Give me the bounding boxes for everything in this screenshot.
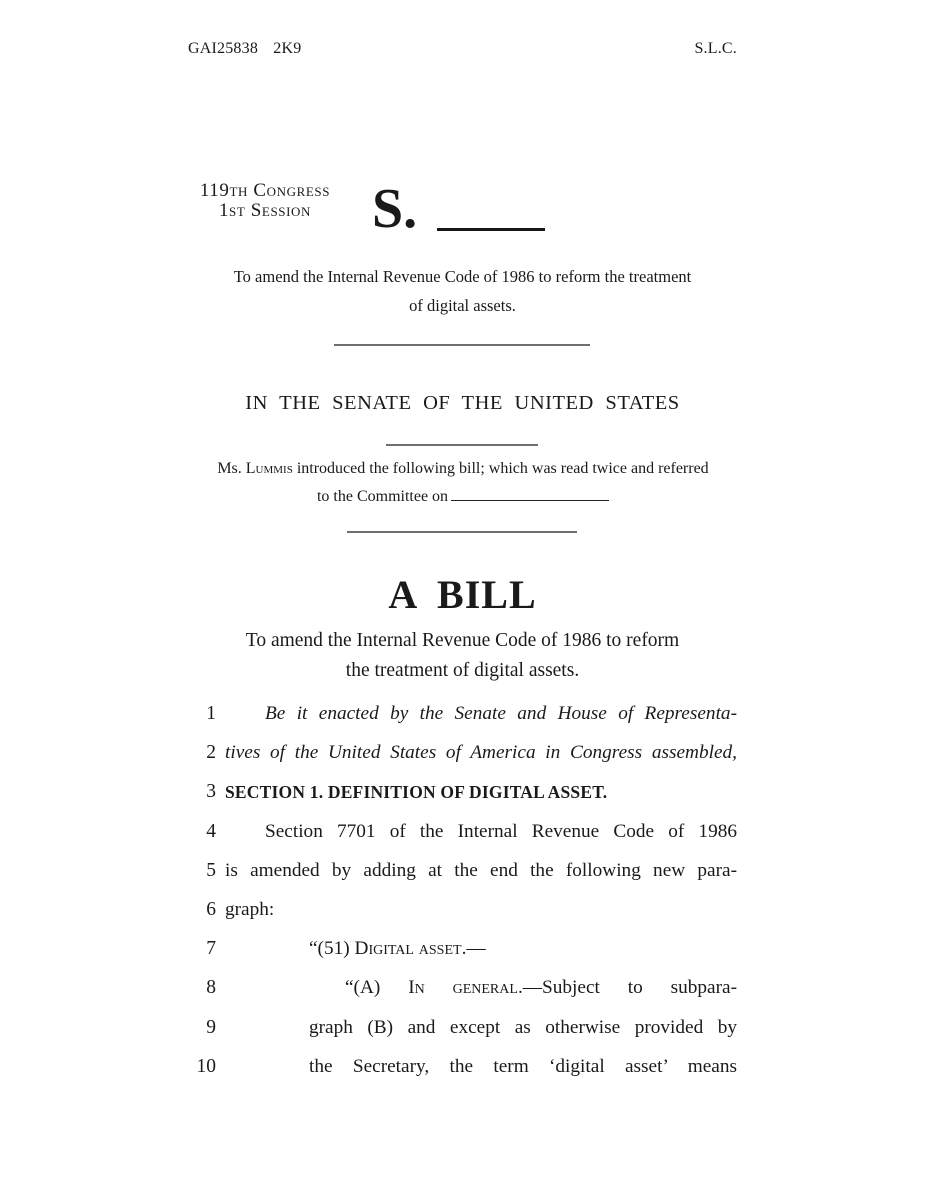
text-segment: is amended by adding at the end the following new para- — [225, 859, 737, 881]
bill-title: A BILL — [388, 572, 537, 617]
line-number: 7 — [206, 938, 216, 960]
text-segment: Be it enacted by the Senate and House of Representa- — [265, 703, 737, 724]
line-number: 6 — [206, 898, 216, 920]
body-line — [188, 818, 737, 857]
line-text — [225, 1014, 737, 1042]
text-segment: .—Subject to subpara- — [517, 977, 737, 999]
drafting-code-part1: GAI25838 — [188, 40, 259, 57]
text-segment: Digital asset — [354, 938, 462, 960]
text-segment: “(A) — [345, 977, 409, 999]
body-line — [188, 896, 737, 935]
line-number: 9 — [206, 1016, 216, 1038]
long-title-line-2: the treatment of digital assets. — [345, 660, 580, 681]
line-text — [225, 1053, 737, 1081]
text-segment: graph: — [225, 898, 275, 920]
bill-number-blank — [437, 228, 545, 231]
drafting-code — [188, 40, 301, 58]
document-slug-row — [188, 40, 737, 58]
line-text — [225, 974, 737, 1002]
line-number: 5 — [206, 859, 216, 881]
body-line — [188, 974, 737, 1013]
text-segment: the Secretary, the term ‘digital asset’ means — [309, 1055, 737, 1077]
body-line — [188, 857, 737, 896]
long-title-line-1: To amend the Internal Revenue Code of 1986 to reform — [245, 630, 680, 651]
text-segment: tives of the United States of America in Congress assembled, — [225, 742, 737, 764]
text-segment: Section 7701 of the Internal Revenue Code of 1986 — [265, 820, 737, 842]
body-line — [188, 739, 737, 778]
short-title-preamble — [188, 262, 737, 320]
text-segment: graph (B) and except as otherwise provided by — [309, 1016, 737, 1038]
preamble-line-1: To amend the Internal Revenue Code of 1986 to reform the treatment — [233, 267, 692, 286]
line-text — [225, 700, 737, 728]
line-number: 3 — [206, 781, 216, 803]
line-number: 10 — [196, 1055, 216, 1077]
body-line — [188, 700, 737, 739]
body-line — [188, 778, 737, 817]
divider-rule — [347, 531, 577, 533]
introduction-statement — [178, 455, 748, 511]
text-segment: “(51) — [309, 938, 355, 960]
text-segment: introduced the following bill; which was read twice and referred — [292, 460, 709, 477]
committee-blank-line — [451, 486, 609, 501]
body-line — [188, 1014, 737, 1053]
divider-rule — [386, 444, 538, 446]
introduction-line-1 — [178, 455, 748, 483]
text-segment: .— — [461, 938, 486, 960]
line-number: 8 — [206, 977, 216, 999]
line-text — [225, 778, 737, 806]
chamber-heading: IN THE SENATE OF THE UNITED STATES — [245, 392, 680, 414]
body-line — [188, 935, 737, 974]
preamble-line-2: of digital assets. — [409, 296, 516, 315]
congress-label: 119th Congress — [199, 180, 331, 201]
drafting-code-part2: 2K9 — [273, 40, 302, 57]
line-number: 2 — [206, 742, 216, 764]
line-text — [225, 818, 737, 846]
line-number: 4 — [206, 820, 216, 842]
bill-number-letter: S. — [372, 178, 418, 240]
long-title — [188, 626, 737, 686]
congress-session-block — [186, 181, 344, 221]
text-segment: In general — [408, 977, 518, 999]
slc-marker: S.L.C. — [694, 40, 737, 57]
session-label: 1st Session — [218, 200, 312, 221]
line-text — [225, 935, 737, 963]
committee-prefix: to the Committee on — [316, 488, 449, 505]
body-line — [188, 1053, 737, 1092]
text-segment: Ms. — [217, 460, 246, 477]
introduction-line-2 — [178, 483, 748, 511]
bill-body — [188, 700, 737, 1092]
line-text — [225, 896, 737, 924]
line-text — [225, 739, 737, 767]
line-number: 1 — [206, 703, 216, 724]
text-segment: SECTION 1. DEFINITION OF DIGITAL ASSET. — [225, 782, 608, 803]
text-segment: Lummis — [245, 460, 293, 477]
line-text — [225, 857, 737, 885]
divider-rule — [334, 344, 590, 346]
